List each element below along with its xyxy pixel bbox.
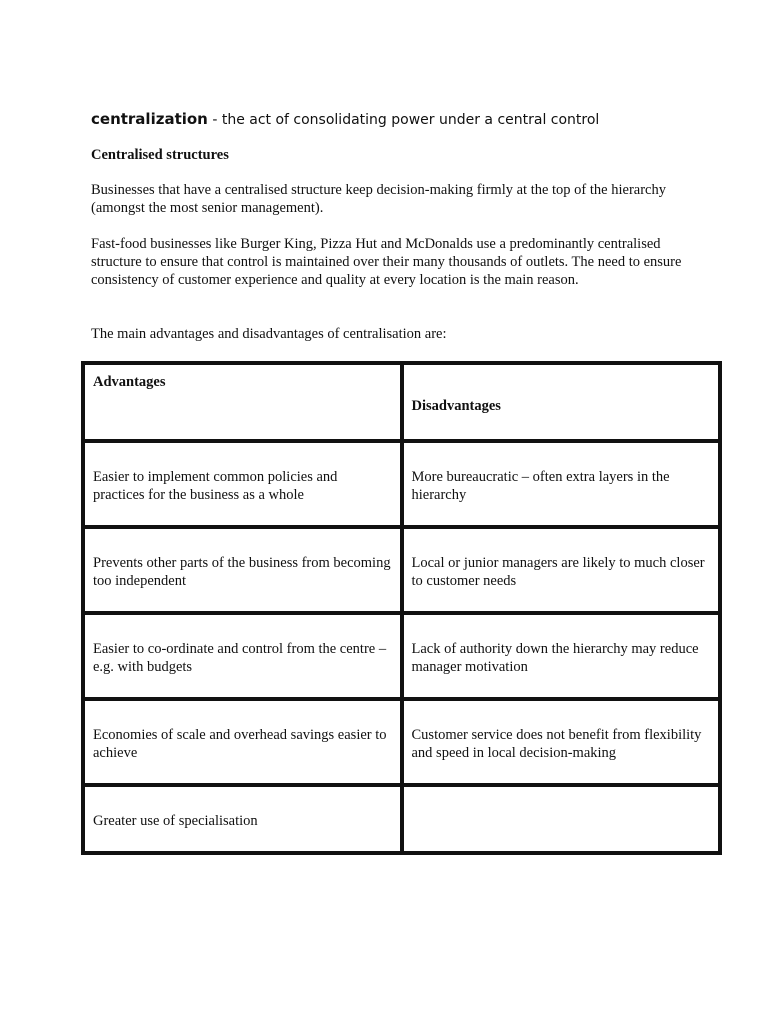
header-disadvantages: Disadvantages <box>411 398 501 414</box>
advantage-text: Easier to implement common policies and practices for the business as a whole <box>93 469 338 503</box>
definition-line <box>91 109 731 130</box>
advantage-cell <box>83 527 402 613</box>
table-row <box>83 785 720 853</box>
advantage-text: Economies of scale and overhead savings easier to achieve <box>93 727 387 761</box>
disadvantage-cell <box>402 613 721 699</box>
disadvantage-text <box>412 817 711 821</box>
definition-text: - the act of consolidating power under a central control <box>207 112 600 128</box>
advantage-cell <box>83 613 402 699</box>
advantage-cell <box>83 785 402 853</box>
advantage-text: Greater use of specialisation <box>93 813 258 829</box>
disadvantage-cell <box>402 527 721 613</box>
disadvantage-text: Customer service does not benefit from flexibility and speed in local decision-making <box>411 727 702 761</box>
paragraph-centralised-definition: Businesses that have a centralised structure keep decision-making firmly at the top of the hierarchy (amongst the most senior management). <box>91 182 666 216</box>
disadvantage-text: More bureaucratic – often extra layers in the hierarchy <box>411 469 670 503</box>
header-advantages: Advantages <box>93 374 166 390</box>
definition-term: centralization <box>91 110 208 128</box>
disadvantage-cell <box>402 699 721 785</box>
table-row <box>83 441 720 527</box>
disadvantage-text: Lack of authority down the hierarchy may reduce manager motivation <box>411 641 699 675</box>
disadvantage-cell-empty <box>402 785 721 853</box>
section-heading: Centralised structures <box>91 147 229 163</box>
paragraph-table-intro: The main advantages and disadvantages of centralisation are: <box>91 326 447 342</box>
advantage-cell <box>83 441 402 527</box>
paragraph-fast-food-example: Fast-food businesses like Burger King, Pizza Hut and McDonalds use a predominantly centralised structure to ensure that control is maintained over their many thousands of outlets. The need to ensure consistency of customer experience and quality at every location is the main reason. <box>91 236 682 288</box>
table-header-row <box>83 363 720 441</box>
table-row <box>83 613 720 699</box>
advantage-cell <box>83 699 402 785</box>
advantage-text: Easier to co-ordinate and control from the centre – e.g. with budgets <box>93 641 387 675</box>
disadvantage-text: Local or junior managers are likely to much closer to customer needs <box>411 555 705 589</box>
header-cell-advantages <box>83 363 402 441</box>
disadvantage-cell <box>402 441 721 527</box>
header-cell-disadvantages <box>402 363 721 441</box>
advantages-disadvantages-table <box>81 361 722 855</box>
table-row <box>83 527 720 613</box>
table-row <box>83 699 720 785</box>
advantage-text: Prevents other parts of the business from becoming too independent <box>93 555 391 589</box>
